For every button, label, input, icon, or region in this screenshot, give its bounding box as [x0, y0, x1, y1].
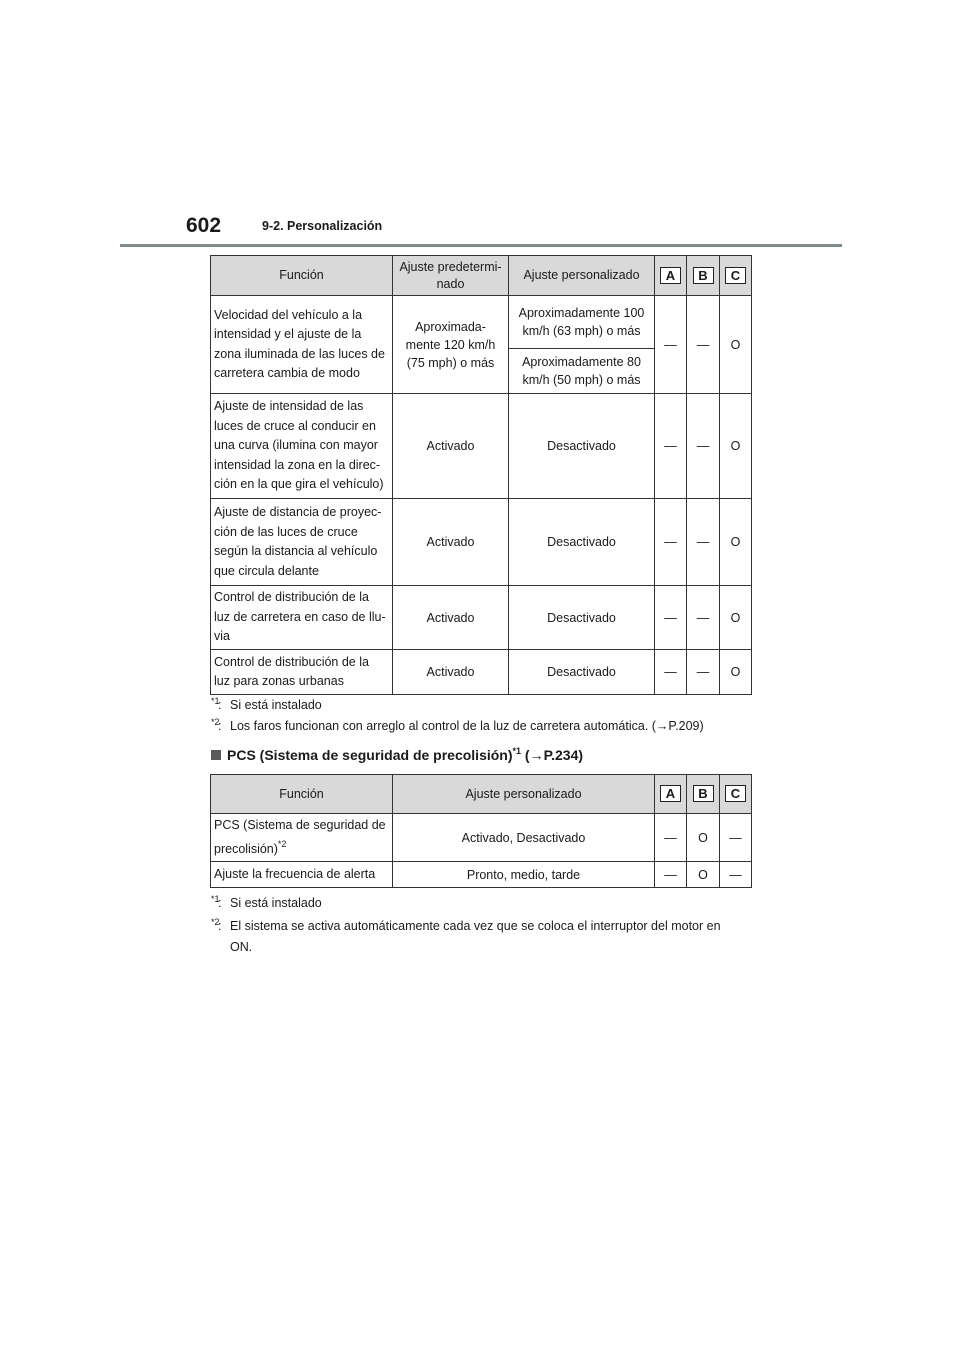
header-funcion: Función [211, 775, 393, 814]
row-funcion: Control de distribución de la luz de carretera en caso de llu- via [211, 586, 393, 650]
footnote-text: Si está instalado [230, 698, 322, 712]
row-mark-c: O [720, 499, 752, 586]
footnote-text: Los faros funcionan con arreglo al control de la luz de carretera automática. (→P.209) [230, 719, 704, 733]
row-personalizado: Desactivado [509, 394, 655, 499]
row-mark-b: — [687, 650, 720, 695]
row-personalizado-option: Aproximadamente 80 km/h (50 mph) o más [509, 349, 655, 394]
row-mark-b: — [687, 499, 720, 586]
row-mark-b: O [687, 814, 720, 862]
row-funcion: Ajuste de intensidad de las luces de cruce al conducir en una curva (ilumina con mayor intensidad la zona en la direc- ción en la que gira el vehículo) [211, 394, 393, 499]
row-personalizado: Desactivado [509, 650, 655, 695]
header-rule [120, 244, 842, 247]
row-funcion: Velocidad del vehículo a la intensidad y el ajuste de la zona iluminada de las luces de carretera cambia de modo [211, 296, 393, 394]
row-mark-c: — [720, 814, 752, 862]
header-personalizado: Ajuste personalizado [393, 775, 655, 814]
row-mark-a: — [655, 499, 687, 586]
footnote-continuation: ON. [230, 940, 253, 954]
header-c [720, 256, 752, 296]
row-funcion: Control de distribución de la luz para zonas urbanas [211, 650, 393, 695]
row-predeterminado: Aproximada- mente 120 km/h (75 mph) o más [393, 296, 509, 394]
square-bullet-icon [211, 750, 221, 760]
footnote-text: El sistema se activa automáticamente cada vez que se coloca el interruptor del motor en [230, 919, 721, 933]
footnote-mark: *1 [211, 696, 220, 706]
row-personalizado-option: Aproximadamente 100 km/h (63 mph) o más [509, 296, 655, 349]
row-predeterminado: Activado [393, 499, 509, 586]
customization-table-pcs [210, 774, 752, 888]
row-predeterminado: Activado [393, 586, 509, 650]
table-row [211, 296, 752, 349]
table-header-row [211, 256, 752, 296]
row-mark-c: — [720, 862, 752, 888]
page-header [0, 0, 960, 250]
row-personalizado: Desactivado [509, 586, 655, 650]
row-mark-a: — [655, 862, 687, 888]
header-personalizado: Ajuste personalizado [509, 256, 655, 296]
table-row [211, 862, 752, 888]
pcs-title-footnote: *1 [512, 746, 522, 756]
table-row [211, 586, 752, 650]
header-funcion: Función [211, 256, 393, 296]
footnote-mark: *1 [211, 894, 220, 904]
row-mark-a: — [655, 650, 687, 695]
row-mark-b: O [687, 862, 720, 888]
row-mark-b: — [687, 586, 720, 650]
row-personalizado: Activado, Desactivado [393, 814, 655, 862]
table-row [211, 650, 752, 695]
row-mark-c: O [720, 296, 752, 394]
pcs-subheading [211, 746, 583, 763]
table-row [211, 394, 752, 499]
row-funcion: Ajuste la frecuencia de alerta [211, 862, 393, 888]
row-mark-c: O [720, 586, 752, 650]
key-c-icon: C [725, 785, 746, 802]
row-mark-a: — [655, 814, 687, 862]
pcs-title: PCS (Sistema de seguridad de precolisión) [227, 747, 513, 763]
key-b-icon: B [693, 267, 714, 284]
row-funcion [211, 814, 393, 862]
header-predeterminado: Ajuste predetermi- nado [393, 256, 509, 296]
key-a-icon: A [660, 785, 681, 802]
key-c-icon: C [725, 267, 746, 284]
row-mark-c: O [720, 650, 752, 695]
pcs-title-ref: (→P.234) [521, 747, 584, 763]
section-title: 9-2. Personalización [262, 219, 383, 233]
footnote-mark: *2 [211, 917, 220, 927]
header-a [655, 256, 687, 296]
row-funcion-text: PCS (Sistema de seguridad de precolisión) [214, 817, 386, 856]
row-mark-b: — [687, 296, 720, 394]
table-row [211, 499, 752, 586]
row-predeterminado: Activado [393, 394, 509, 499]
row-predeterminado: Activado [393, 650, 509, 695]
row-mark-b: — [687, 394, 720, 499]
footnote-mark: *2 [211, 717, 220, 727]
header-b [687, 775, 720, 814]
row-mark-a: — [655, 394, 687, 499]
table-header-row [211, 775, 752, 814]
row-mark-a: — [655, 586, 687, 650]
row-funcion: Ajuste de distancia de proyec- ción de las luces de cruce según la distancia al vehículo que circula delante [211, 499, 393, 586]
row-funcion-footnote: *2 [277, 839, 287, 849]
footnote-text: Si está instalado [230, 896, 322, 910]
header-c [720, 775, 752, 814]
row-mark-a: — [655, 296, 687, 394]
header-a [655, 775, 687, 814]
row-personalizado: Desactivado [509, 499, 655, 586]
key-a-icon: A [660, 267, 681, 284]
row-mark-c: O [720, 394, 752, 499]
table-row [211, 814, 752, 862]
row-personalizado: Pronto, medio, tarde [393, 862, 655, 888]
customization-table-lights [210, 255, 752, 695]
header-b [687, 256, 720, 296]
key-b-icon: B [693, 785, 714, 802]
page-number: 602 [186, 214, 222, 237]
